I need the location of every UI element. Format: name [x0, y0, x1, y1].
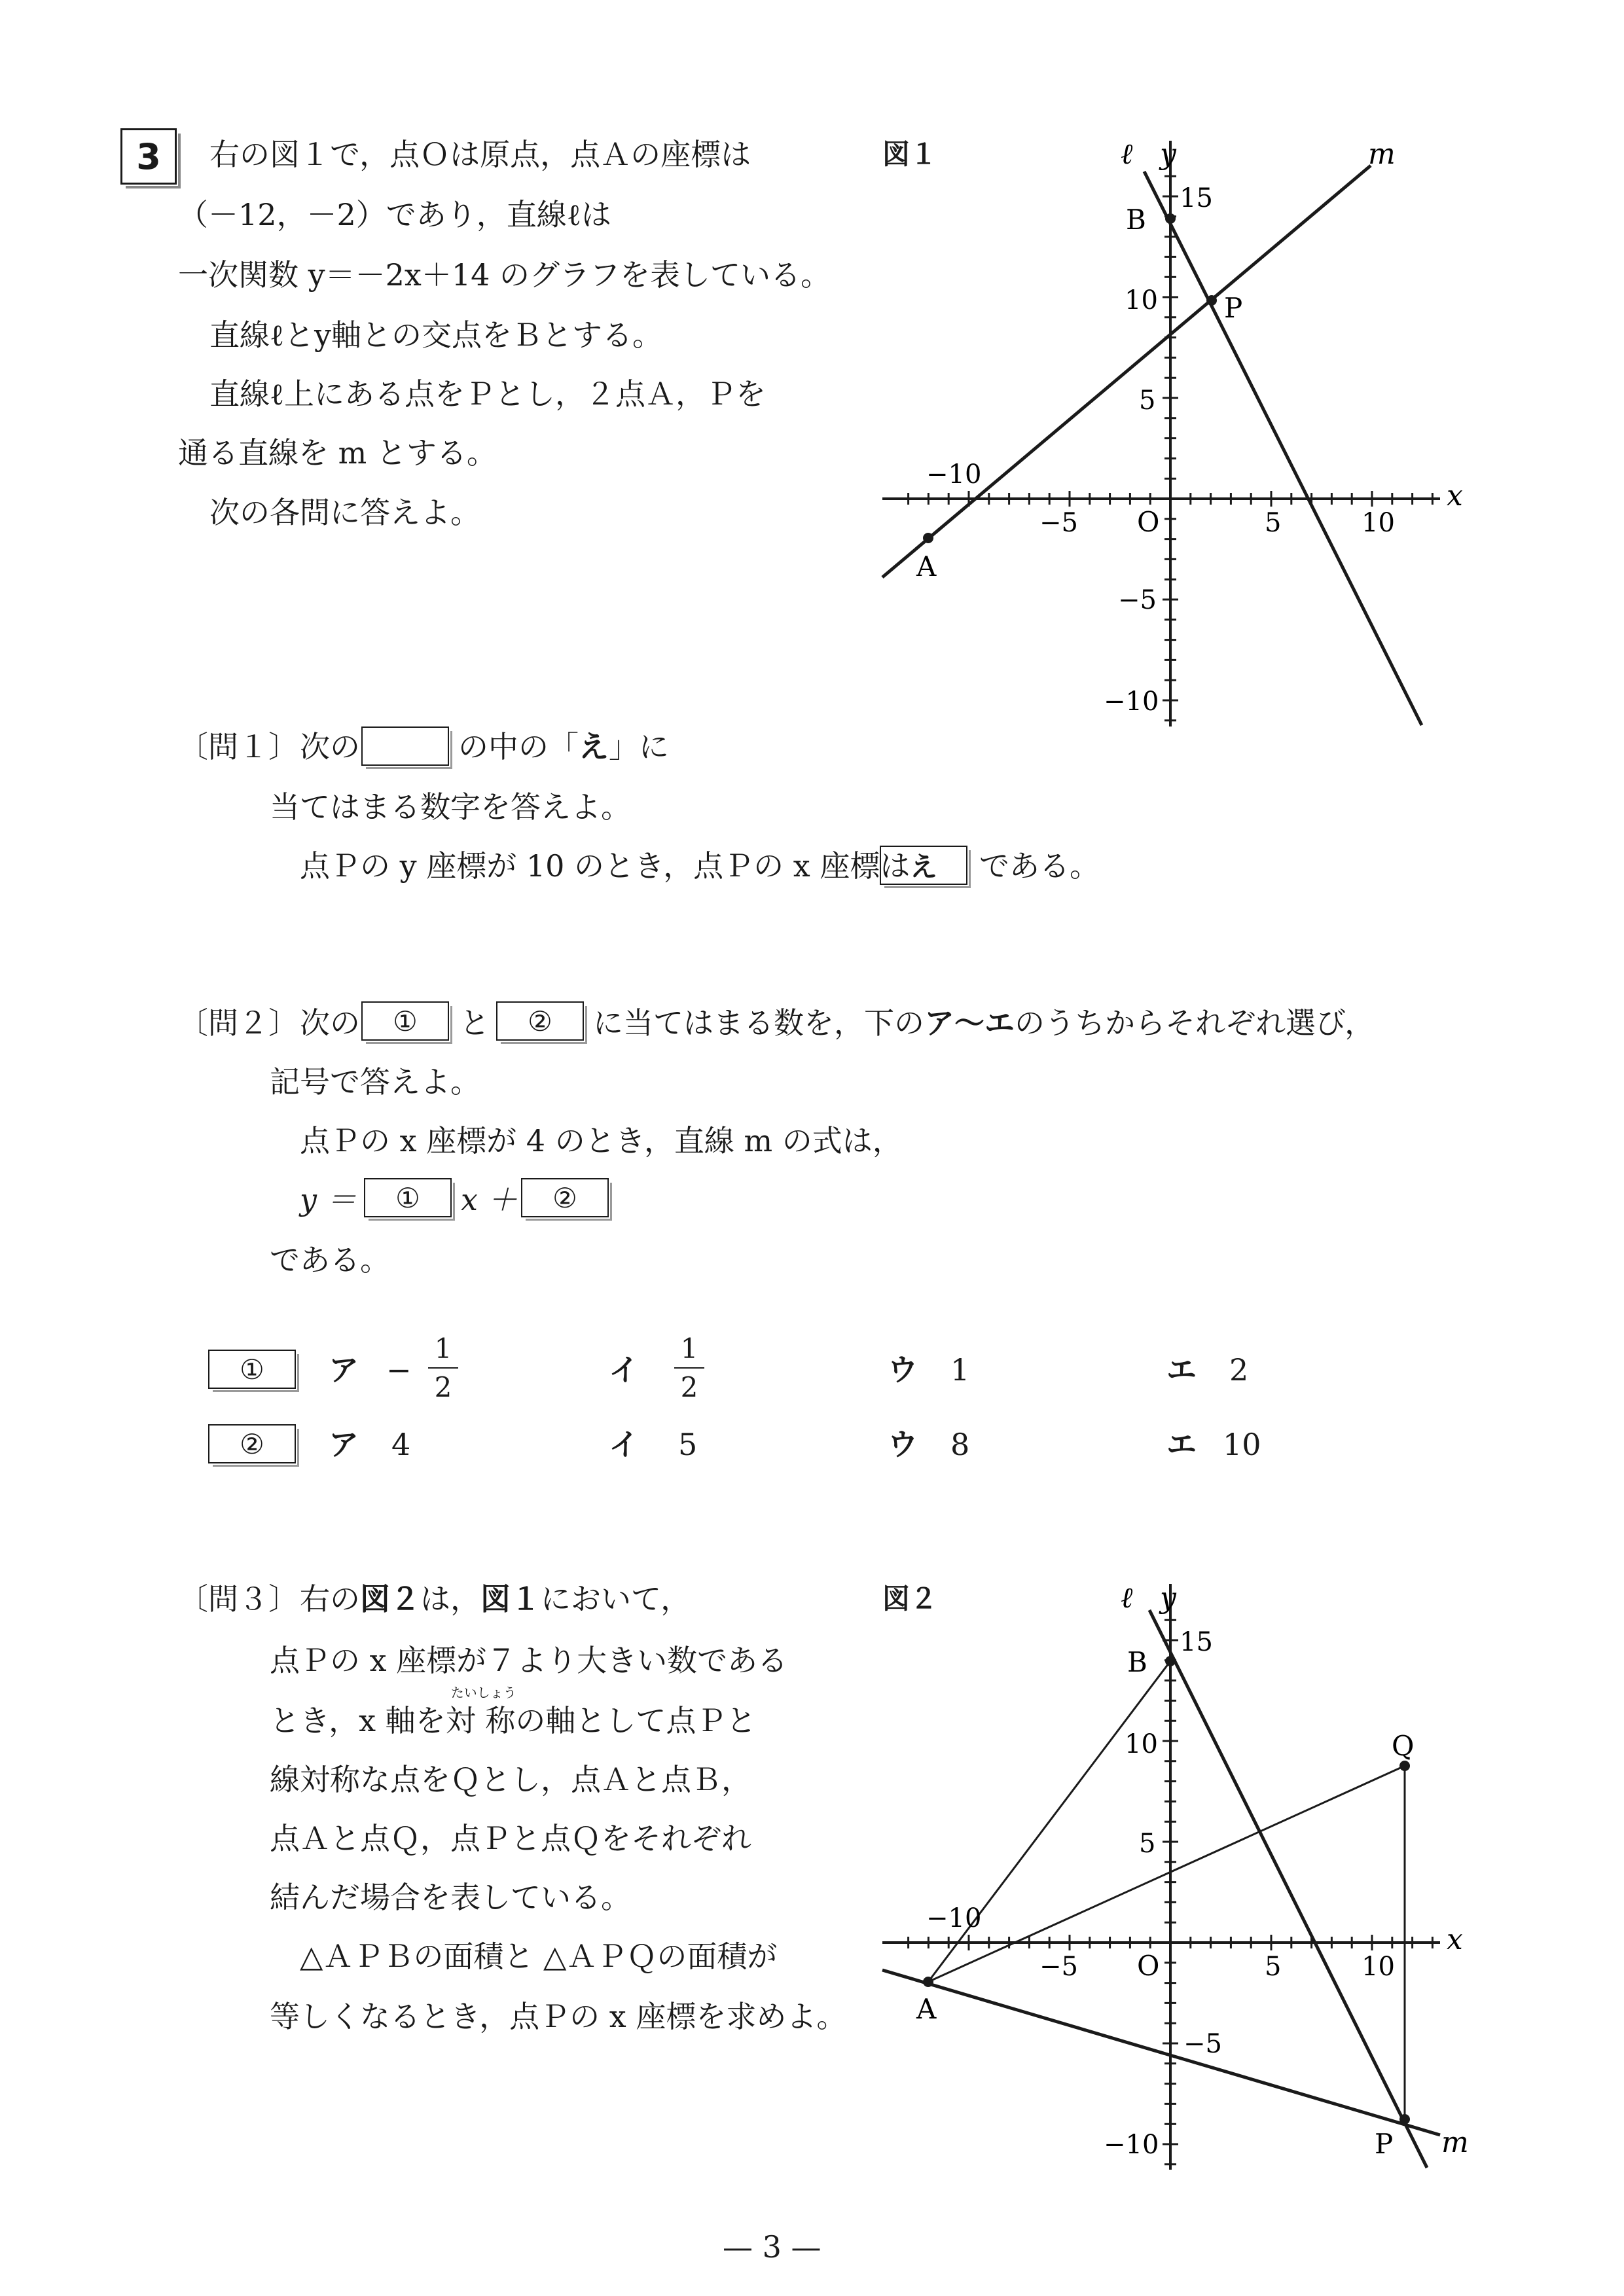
q2-line1-b: に当てはまる数を，下のア～エのうちからそれぞれ選び，: [593, 1005, 1375, 1041]
q2-choice1-c-value: 1: [950, 1352, 970, 1388]
fig2-label-x: x: [1447, 1923, 1463, 1956]
q2-choices1-box: ①: [208, 1350, 296, 1389]
q2-choice2-a-label: ア: [329, 1427, 359, 1462]
fig1-label-m: m: [1368, 137, 1396, 171]
q1-answer-box: え: [880, 846, 967, 885]
fig2-tick-x5: 5: [1265, 1952, 1282, 1982]
q2-choice2-c-value: 8: [950, 1427, 970, 1462]
q2-eq-box2: ②: [521, 1178, 609, 1217]
fig2-tick-xneg5: −5: [1039, 1952, 1078, 1982]
fig1-label-o: O: [1137, 506, 1160, 538]
fig2-label-p: P: [1375, 2128, 1394, 2160]
q2-line1-a: 次の: [300, 1005, 360, 1041]
q2-eq-box1: ①: [364, 1178, 452, 1217]
figure1-title: 図１: [882, 138, 938, 170]
fig2-point-q: [1399, 1761, 1410, 1771]
fig2-label-l: ℓ: [1121, 1581, 1133, 1615]
q3-line8: 等しくなるとき，点Ｐの x 座標を求めよ。: [270, 1999, 847, 2034]
fig1-tick-yneg10: −10: [1104, 687, 1159, 717]
q2-choice1-b-fraction: $\frac{1}{2}$: [674, 1333, 704, 1403]
intro-line-5: 直線ℓ上にある点をＰとし，２点Ａ，Ｐを: [209, 376, 767, 412]
fig2-tick-yneg10: −10: [1104, 2130, 1159, 2160]
q2-eq-y: y ＝: [300, 1182, 357, 1217]
page-number: — 3 —: [723, 2229, 821, 2265]
fig1-tick-y10: 10: [1125, 285, 1158, 315]
fig2-label-o: O: [1137, 1950, 1160, 1982]
q2-eq-x: x ＋: [461, 1182, 518, 1217]
q2-choice1-a-fraction: $\frac{1}{2}$: [428, 1333, 458, 1403]
fig2-tick-y5: 5: [1139, 1829, 1156, 1859]
fig2-label-y: y: [1160, 1581, 1176, 1615]
q3-line6: 結んだ場合を表している。: [270, 1880, 631, 1915]
fig2-label-b: B: [1127, 1646, 1147, 1678]
fig1-label-y: y: [1160, 137, 1176, 171]
q3-line1: 右の図２は，図１において，: [300, 1581, 691, 1617]
fig1-tick-yneg5: −5: [1118, 585, 1157, 615]
fig1-label-l: ℓ: [1121, 137, 1133, 171]
fig1-tick-x10: 10: [1362, 508, 1395, 538]
problem-number: 3: [120, 128, 177, 185]
q2-label: 〔問２〕: [178, 1005, 298, 1041]
fig1-tick-y15: 15: [1180, 183, 1213, 213]
q1-line2: 当てはまる数字を答えよ。: [270, 789, 631, 825]
q2-choice1-d-label: エ: [1166, 1352, 1197, 1388]
fig2-segment-aq: [928, 1766, 1405, 1982]
q2-choice2-c-label: ウ: [888, 1427, 918, 1462]
fig1-label-x: x: [1447, 479, 1463, 512]
q2-box1: ①: [361, 1001, 449, 1041]
fig2-tick-yneg5: −5: [1183, 2029, 1222, 2059]
q3-label: 〔問３〕: [178, 1581, 298, 1617]
q2-line3: 点Ｐの x 座標が 4 のとき，直線 m の式は，: [300, 1123, 903, 1158]
fig2-line-m: [882, 1970, 1440, 2135]
intro-line-2: （－12，－2）であり，直線ℓは: [178, 197, 611, 232]
q2-line2: 記号で答えよ。: [270, 1064, 480, 1100]
q1-line1-b: の中の「え」に: [458, 729, 669, 764]
fig2-point-a: [923, 1977, 933, 1987]
q2-choice2-d-value: 10: [1223, 1427, 1261, 1462]
q1-line3-a: 点Ｐの y 座標が 10 のとき，点Ｐの x 座標は: [300, 848, 911, 884]
fig2-tick-y15: 15: [1180, 1627, 1213, 1657]
intro-line-3: 一次関数 y＝－2x＋14 のグラフを表している。: [178, 257, 831, 293]
fig2-tick-y10: 10: [1125, 1729, 1158, 1759]
fig1-label-p: P: [1224, 292, 1243, 324]
fig1-tick-xneg10: −10: [926, 459, 982, 490]
q2-choice1-a-label: ア: [329, 1352, 359, 1388]
intro-line-1: 右の図１で，点Ｏは原点，点Ａの座標は: [209, 137, 751, 172]
figure2-title: 図２: [882, 1583, 938, 1615]
q1-label: 〔問１〕: [178, 729, 298, 764]
fig1-label-a: A: [916, 550, 937, 583]
q2-box2: ②: [496, 1001, 584, 1041]
fig1-tick-y5: 5: [1139, 386, 1156, 416]
fig2-label-a: A: [916, 1993, 937, 2025]
q2-choice2-d-label: エ: [1166, 1427, 1197, 1462]
fig1-tick-xneg5: −5: [1039, 508, 1078, 538]
q2-choice2-a-value: 4: [391, 1427, 411, 1462]
fig2-label-q: Q: [1392, 1730, 1415, 1762]
fig2-line-l: [1149, 1610, 1427, 2168]
fig2-label-m: m: [1441, 2126, 1469, 2159]
q3-line3: とき，x 軸を たいしょう 対 称の軸として点Ｐと: [270, 1685, 757, 1738]
q3-line7: △ＡＰＢの面積と △ＡＰＱの面積が: [300, 1939, 778, 1974]
q3-line4: 線対称な点をＱとし，点Ａと点Ｂ，: [270, 1762, 751, 1797]
q2-choice1-b-label: イ: [609, 1352, 639, 1388]
fig2-segment-ab: [928, 1661, 1170, 1982]
fig1-label-b: B: [1126, 204, 1146, 236]
q2-line1-to: と: [460, 1005, 490, 1041]
q2-choices2-box: ②: [208, 1424, 296, 1463]
q2-choice1-c-label: ウ: [888, 1352, 918, 1388]
intro-line-4: 直線ℓとy軸との交点をＢとする。: [209, 317, 663, 353]
q1-line1-a: 次の: [300, 729, 360, 764]
q2-line5: である。: [270, 1242, 390, 1278]
q3-line2: 点Ｐの x 座標が７より大きい数である: [270, 1643, 788, 1678]
q3-line5: 点Ａと点Ｑ，点Ｐと点Ｑをそれぞれ: [270, 1821, 751, 1856]
fig2-point-b: [1165, 1656, 1176, 1666]
q3-ruby: たいしょう: [450, 1685, 516, 1700]
q2-choice1-a-sign: −: [386, 1352, 412, 1388]
q2-choice1-d-value: 2: [1229, 1352, 1249, 1388]
q1-line3-b: である。: [979, 848, 1100, 884]
intro-line-6: 通る直線を m とする。: [178, 435, 497, 471]
fig2-point-p: [1399, 2114, 1410, 2125]
fig2-tick-x10: 10: [1362, 1952, 1395, 1982]
fig1-tick-x5: 5: [1265, 508, 1282, 538]
q2-choice2-b-value: 5: [678, 1427, 698, 1462]
q2-choice2-b-label: イ: [609, 1427, 639, 1462]
fig2-tick-xneg10: −10: [926, 1903, 982, 1933]
intro-line-7: 次の各問に答えよ。: [209, 495, 480, 530]
